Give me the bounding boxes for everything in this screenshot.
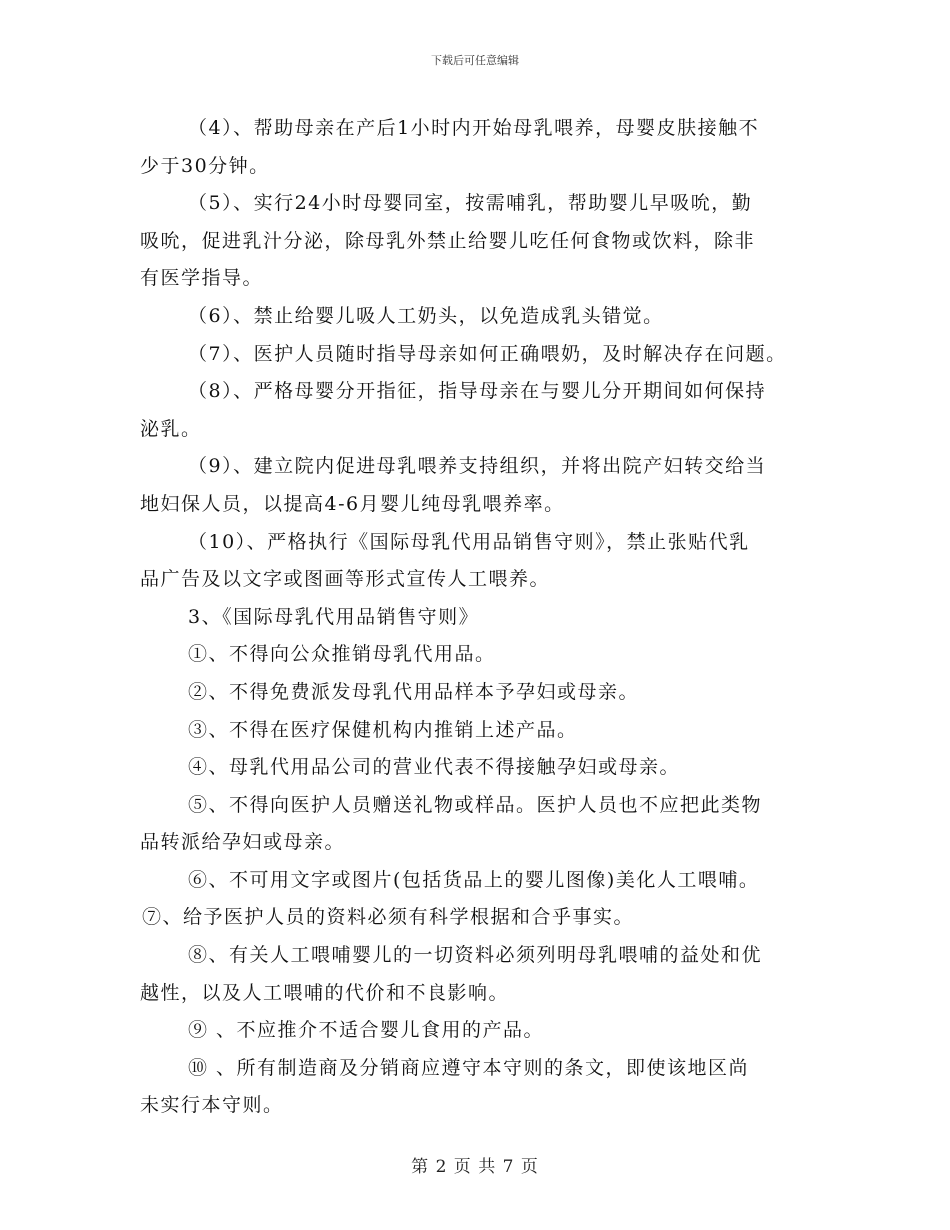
page-footer: 第 2 页 共 7 页: [411, 1157, 539, 1177]
text-line: ⑦、给予医护人员的资料必须有科学根据和合乎事实。: [142, 906, 635, 929]
text-line: ①、不得向公众推销母乳代用品。: [188, 643, 496, 666]
text-line: 有医学指导。: [140, 267, 264, 290]
text-line: （10）、严格执行《国际母乳代用品销售守则》，禁止张贴代乳: [188, 530, 750, 553]
text-line: （9）、建立院内促进母乳喂养支持组织，并将出院产妇转交给当: [188, 455, 767, 478]
text-line: （8）、严格母婴分开指征，指导母亲在与婴儿分开期间如何保持: [188, 380, 767, 403]
text-line: ⑧、有关人工喂哺婴儿的一切资料必须列明母乳喂哺的益处和优: [188, 944, 763, 967]
text-line: ③、不得在医疗保健机构内推销上述产品。: [188, 718, 578, 741]
text-line: 品转派给孕妇或母亲。: [140, 831, 346, 854]
text-line: 少于30分钟。: [140, 154, 270, 177]
document-body: [140, 110, 820, 1125]
text-line: 未实行本守则。: [140, 1094, 284, 1117]
text-line: （5）、实行24小时母婴同室，按需哺乳，帮助婴儿早吸吮，勤: [188, 192, 753, 215]
text-line: ⑥、不可用文字或图片(包括货品上的婴儿图像)美化人工喂哺。: [188, 868, 760, 891]
text-line: 地妇保人员，以提高4-6月婴儿纯母乳喂养率。: [140, 492, 565, 515]
text-line: （7）、医护人员随时指导母亲如何正确喂奶，及时解决存在问题。: [188, 342, 787, 365]
text-line: ②、不得免费派发母乳代用品样本予孕妇或母亲。: [188, 680, 640, 703]
text-line: （6）、禁止给婴儿吸人工奶头，以免造成乳头错觉。: [188, 304, 664, 327]
page-header: 下载后可任意编辑: [431, 54, 519, 67]
text-line: ⑤、不得向医护人员赠送礼物或样品。医护人员也不应把此类物: [188, 793, 763, 816]
text-line: 越性，以及人工喂哺的代价和不良影响。: [140, 981, 510, 1004]
text-line: 泌乳。: [140, 417, 202, 440]
text-line: 品广告及以文字或图画等形式宣传人工喂养。: [140, 568, 551, 591]
text-line: ⑨ 、不应推介不适合婴儿食用的产品。: [188, 1019, 545, 1042]
text-line: ⑩ 、所有制造商及分销商应遵守本守则的条文，即使该地区尚: [188, 1056, 750, 1079]
text-line: 3、《国际母乳代用品销售守则》: [188, 605, 480, 628]
text-line: （4）、帮助母亲在产后1小时内开始母乳喂养，母婴皮肤接触不: [188, 117, 760, 139]
text-line: 吸吮，促进乳汁分泌，除母乳外禁止给婴儿吃任何食物或饮料，除非: [140, 229, 756, 252]
text-line: ④、母乳代用品公司的营业代表不得接触孕妇或母亲。: [188, 756, 681, 779]
